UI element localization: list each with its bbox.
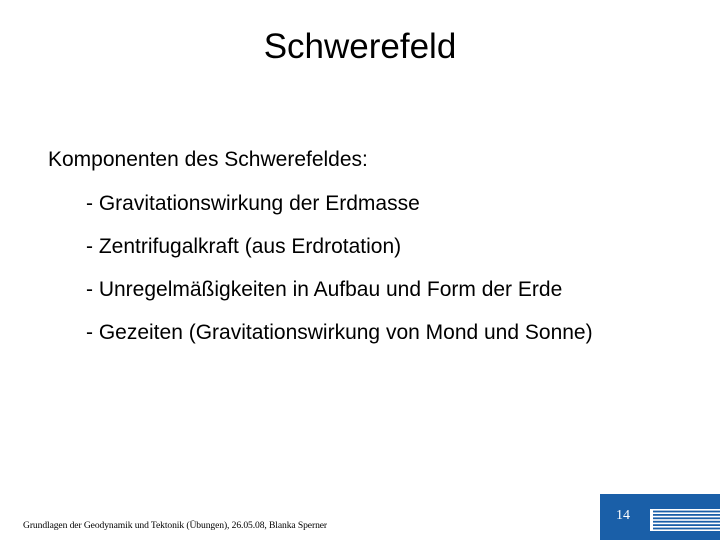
slide-content [48, 145, 708, 361]
bullet-item-unregelmaessigkeiten: - Unregelmäßigkeiten in Aufbau und Form der Erde [86, 278, 563, 301]
page-number: 14 [616, 508, 630, 523]
footer-text: Grundlagen der Geodynamik und Tektonik (Übungen), 26.05.08, Blanka Sperner [23, 520, 328, 531]
intro-text: Komponenten des Schwerefeldes: [48, 148, 368, 171]
bullet-item-zentrifugalkraft: - Zentrifugalkraft (aus Erdrotation) [86, 235, 402, 258]
bullet-item-gezeiten: - Gezeiten (Gravitationswirkung von Mond und Sonne) [86, 321, 593, 344]
slide-title: Schwerefeld [263, 27, 457, 66]
bullet-list [48, 189, 708, 348]
institution-logo-stripes-icon [650, 509, 720, 531]
bullet-item-gravitation: - Gravitationswirkung der Erdmasse [86, 192, 420, 215]
